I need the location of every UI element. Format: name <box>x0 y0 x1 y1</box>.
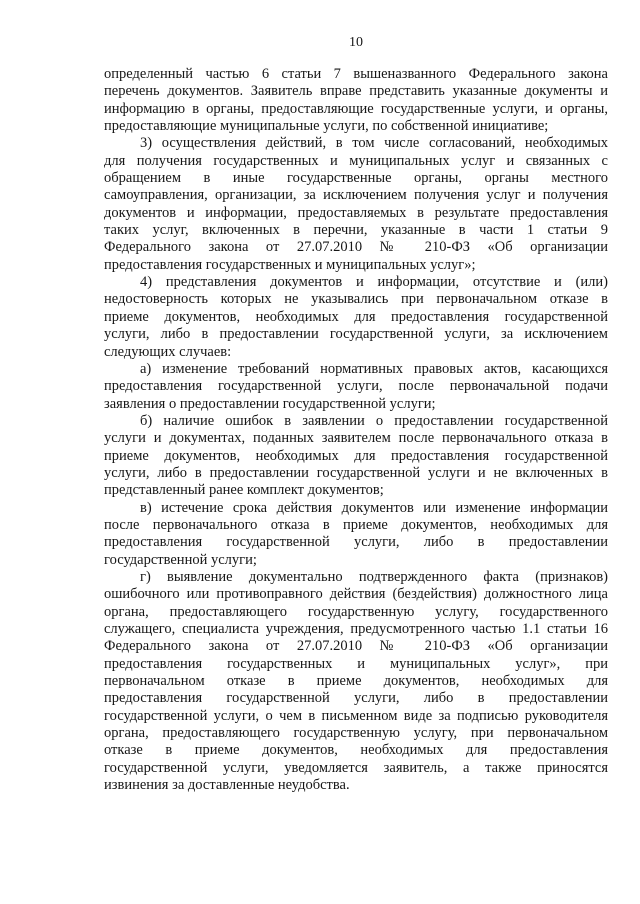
text-line: приеме документов, необходимых для предоставления государственной <box>104 308 608 325</box>
text-line: предоставления государственных и муниципальных услуг», при <box>104 655 608 672</box>
text-line: предоставляющие муниципальные услуги, по собственной инициативе; <box>104 118 549 135</box>
text-line: документов и информации, предоставляемых в результате предоставления <box>104 204 608 221</box>
text-line: услуги, либо в предоставлении государственной услуги и не включенных в <box>104 464 608 481</box>
text-line: после первоначального отказа в приеме документов, необходимых для <box>104 516 608 533</box>
text-line: 3) осуществления действий, в том числе согласований, необходимых <box>140 135 608 152</box>
text-line: таких услуг, включенных в перечни, указанные в части 1 статьи 9 <box>104 222 608 239</box>
text-line: заявления о предоставлении государственной услуги; <box>104 395 436 412</box>
text-line: предоставления государственной услуги, либо в предоставлении <box>104 690 608 707</box>
paragraph <box>104 361 608 413</box>
text-line: предоставления государственной услуги, после первоначальной подачи <box>104 378 608 395</box>
text-line: б) наличие ошибок в заявлении о предоставлении государственной <box>140 412 608 429</box>
page-number: 10 <box>349 35 363 50</box>
text-line: для получения государственных и муниципальных услуг и связанных с <box>104 152 608 169</box>
text-line: Федерального закона от 27.07.2010 № 210-ФЗ «Об организации <box>104 638 608 655</box>
paragraph <box>104 66 608 135</box>
paragraph <box>104 135 608 274</box>
text-line: предоставления государственной услуги, либо в предоставлении <box>104 534 608 551</box>
paragraph <box>104 413 608 500</box>
text-line: государственной услуги; <box>104 551 257 568</box>
text-line: обращением в иные государственные органы, органы местного <box>104 170 608 187</box>
text-line: служащего, специалиста учреждения, предусмотренного частью 1.1 статьи 16 <box>104 621 608 637</box>
text-line: г) выявление документально подтвержденного факта (признаков) <box>140 568 608 585</box>
text-line: извинения за доставленные неудобства. <box>104 777 350 794</box>
text-line: Федерального закона от 27.07.2010 № 210-ФЗ «Об организации <box>104 239 608 256</box>
text-line: органа, предоставляющего государственную услугу, государственного <box>104 603 608 620</box>
text-line: информацию в органы, предоставляющие государственные услуги, и органы, <box>104 100 608 117</box>
text-line: ошибочного или противоправного действия (бездействия) должностного лица <box>104 586 608 603</box>
text-line: услуги, либо в предоставлении государственной услуги, за исключением <box>104 326 608 343</box>
text-line: приеме документов, необходимых для предоставления государственной <box>104 447 608 464</box>
text-line: государственной услуги, о чем в письменном виде за подписью руководителя <box>104 707 608 724</box>
text-line: представленный ранее комплект документов; <box>104 482 384 499</box>
paragraph <box>104 500 608 569</box>
text-line: 4) представления документов и информации, отсутствие и (или) <box>140 274 608 291</box>
paragraph <box>104 569 608 794</box>
paragraph <box>104 274 608 361</box>
text-line: органа, предоставляющего государственную услугу, при первоначальном <box>104 725 608 742</box>
text-line: в) истечение срока действия документов или изменение информации <box>140 499 608 516</box>
text-line: следующих случаев: <box>104 343 232 360</box>
text-line: услуги и документах, поданных заявителем после первоначального отказа в <box>104 430 608 447</box>
document-body <box>104 66 608 794</box>
text-line: а) изменение требований нормативных правовых актов, касающихся <box>140 360 608 377</box>
text-line: предоставления государственных и муниципальных услуг»; <box>104 256 476 273</box>
text-line: государственной услуги, уведомляется заявитель, а также приносятся <box>104 759 608 776</box>
text-line: недостоверность которых не указывались при первоначальном отказе в <box>104 291 608 308</box>
text-line: самоуправления, организации, за исключением получения услуг и получения <box>104 187 608 204</box>
text-line: определенный частью 6 статьи 7 вышеназванного Федерального закона <box>104 66 608 82</box>
text-line: перечень документов. Заявитель вправе представить указанные документы и <box>104 83 608 100</box>
text-line: отказе в приеме документов, необходимых для предоставления <box>104 742 608 759</box>
text-line: первоначальном отказе в приеме документов, необходимых для <box>104 673 608 690</box>
